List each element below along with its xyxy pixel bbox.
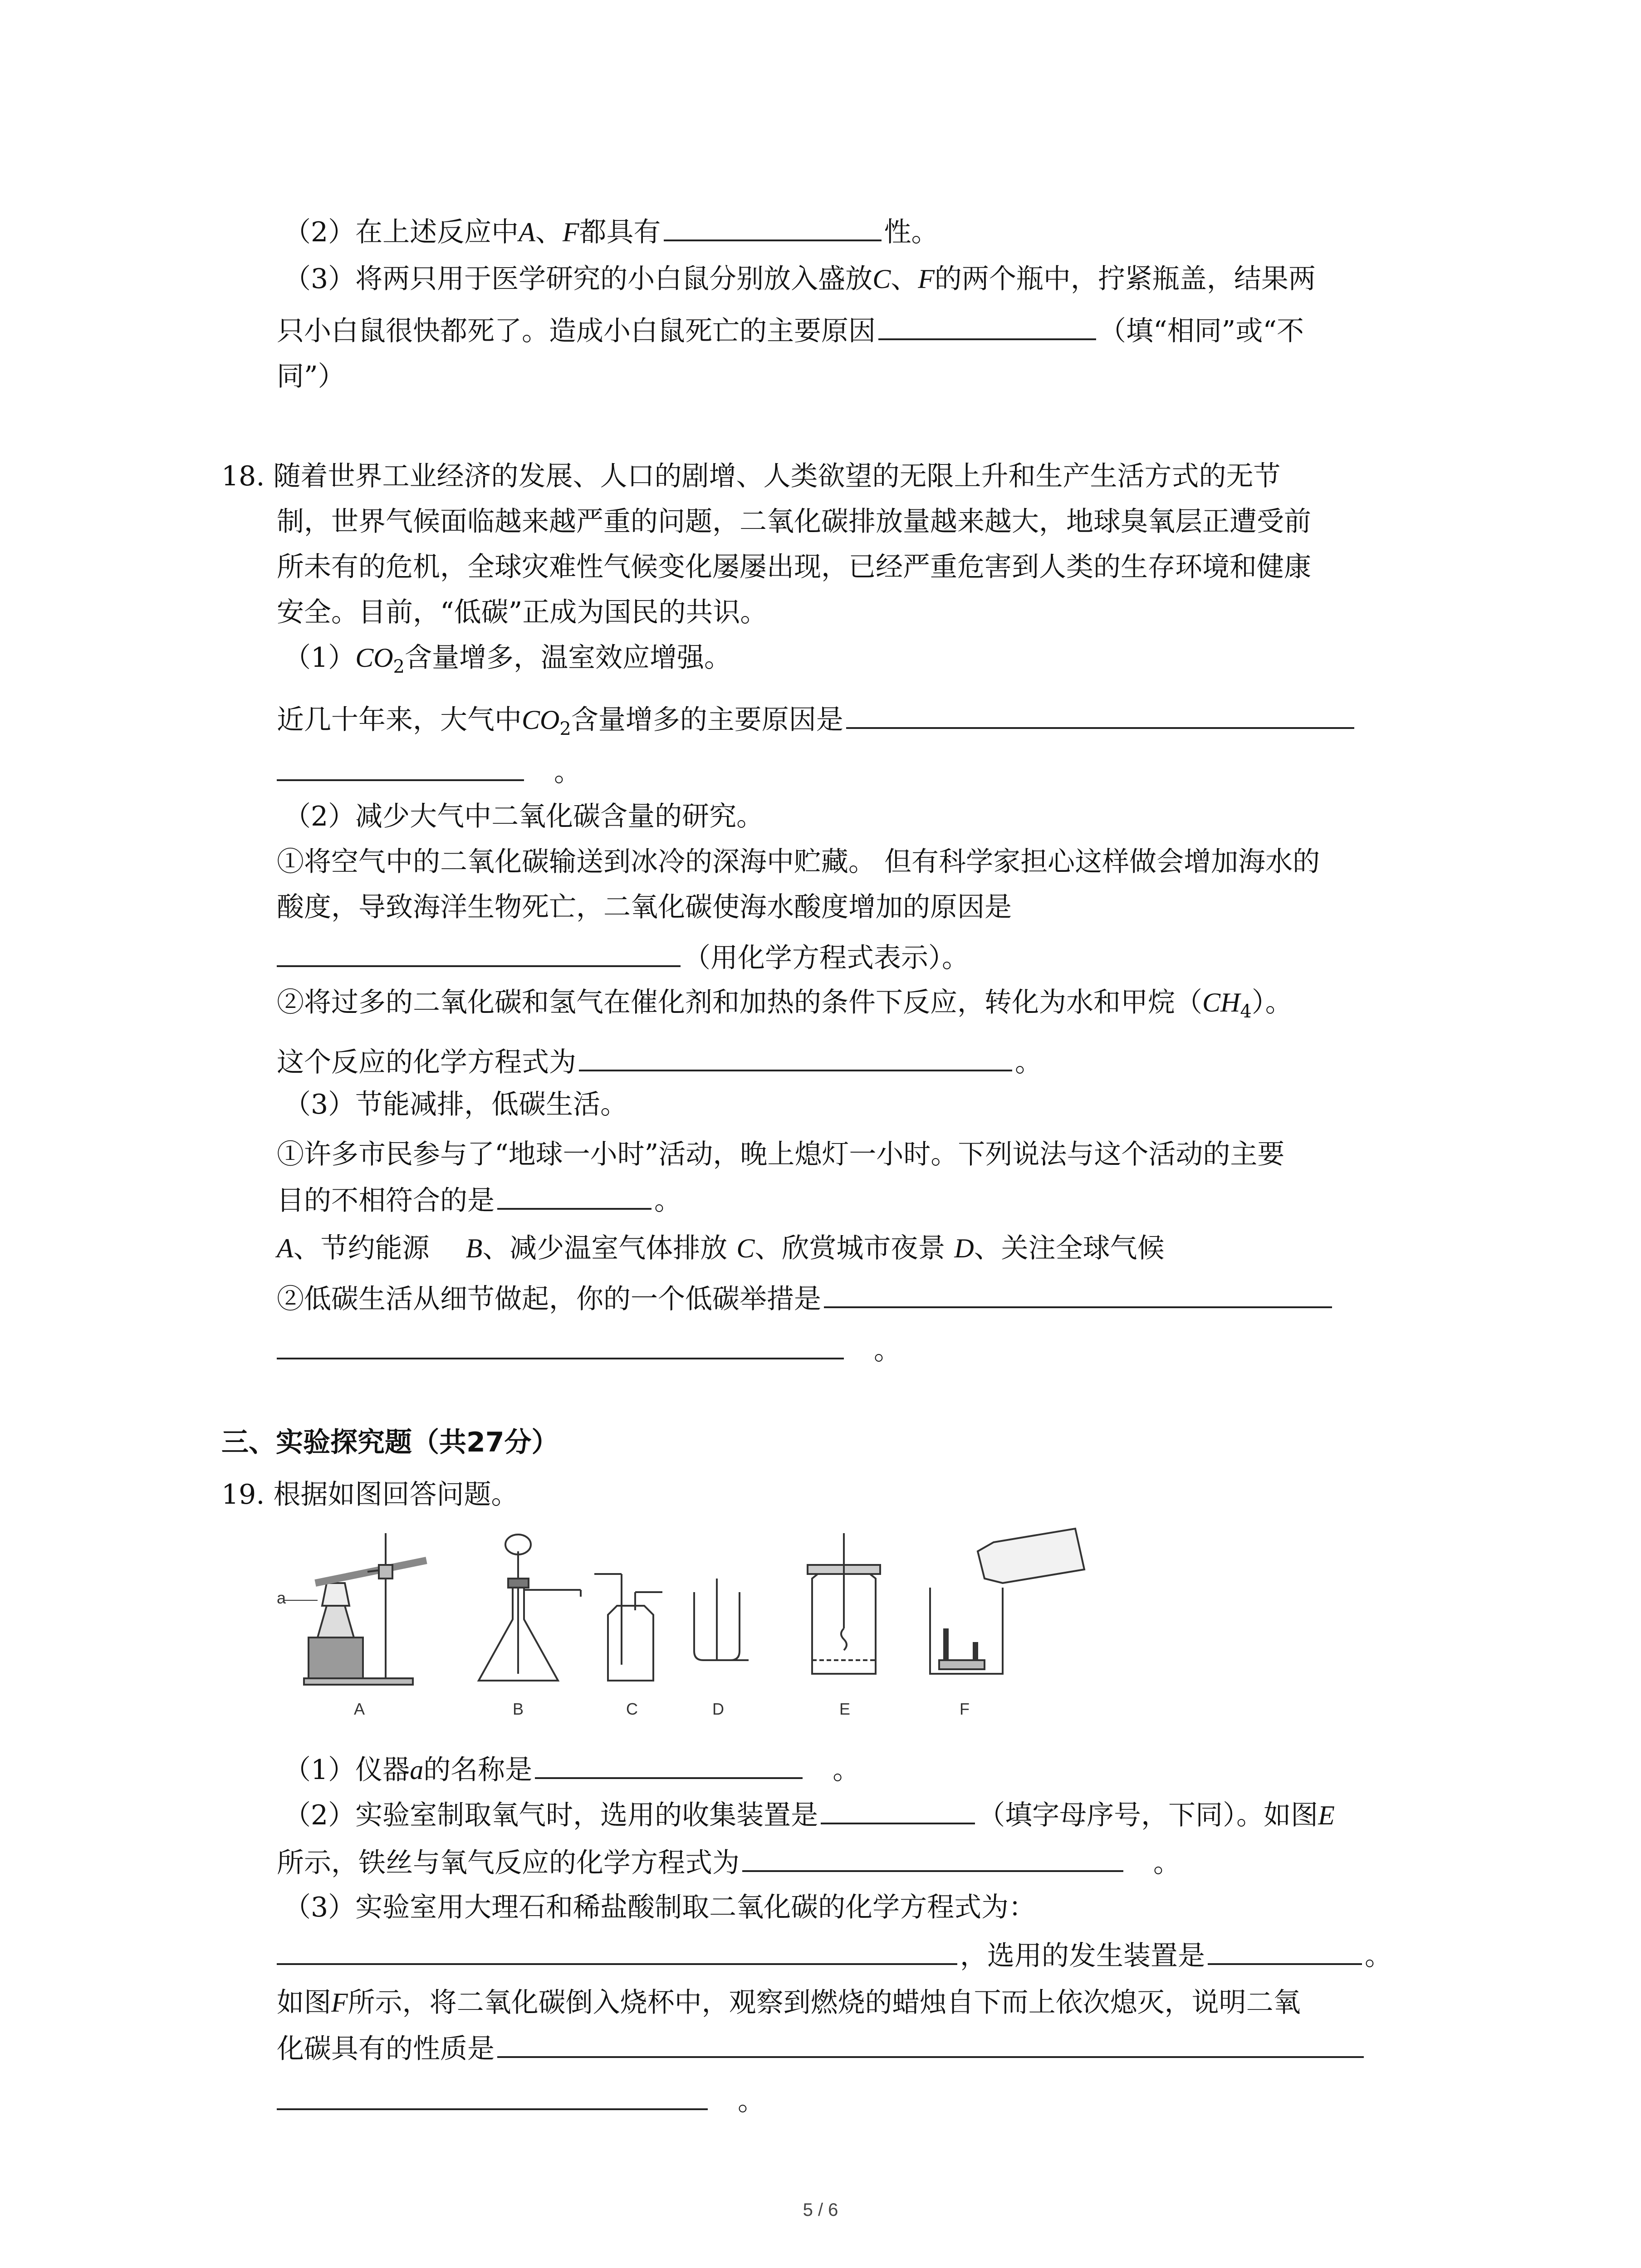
q19-part3-line4 [277, 2030, 1367, 2067]
q17-part3-line3 [277, 358, 345, 395]
text: （2）在上述反应中 [284, 216, 519, 248]
var-F: F [918, 264, 935, 294]
q18-intro-line1 [221, 458, 1281, 494]
q18-part3-ii-line1 [277, 1280, 1335, 1317]
text: （用化学方程式表示）。 [683, 942, 969, 974]
answer-blank[interactable] [277, 2082, 708, 2110]
answer-blank[interactable] [1208, 1937, 1362, 1965]
text: 这个反应的化学方程式为 [277, 1046, 576, 1078]
text: 目的不相符合的是 [277, 1185, 495, 1217]
q18-part3-title [284, 1086, 627, 1123]
text: （2）减少大气中二氧化碳含量的研究。 [284, 801, 764, 832]
text: ）。 [1251, 987, 1293, 1018]
q19-intro [221, 1476, 519, 1513]
text: （1）仪器 [284, 1754, 410, 1786]
q18-part2-ii-line2 [277, 1043, 1042, 1080]
apparatus-D-collection [694, 1579, 749, 1660]
apparatus-F-candles-beaker [930, 1529, 1084, 1674]
q18-part2-ii-line1 [277, 984, 1293, 1030]
q18-part2-i-line3 [277, 939, 969, 976]
answer-blank[interactable] [878, 312, 1096, 340]
var-A: A [519, 217, 535, 247]
text: ①将空气中的二氧化碳输送到冰冷的深海中贮藏。 但有科学家担心这样做会增加海水的 [277, 846, 1320, 878]
var-E: E [1318, 1800, 1335, 1830]
text: 的名称是 [423, 1754, 533, 1786]
option-A-letter: A [277, 1233, 294, 1263]
text: （1） [284, 642, 356, 674]
text: 所未有的危机，全球灾难性气候变化屡屡出现，已经严重危害到人类的生存环境和健康 [277, 551, 1311, 583]
answer-blank[interactable] [664, 213, 882, 241]
subscript: 4 [1240, 1001, 1252, 1022]
section-title: 三、实验探究题（共27分） [221, 1427, 559, 1458]
q18-part1-cont [277, 753, 581, 790]
text: 、 [891, 263, 918, 295]
label-E: E [839, 1700, 851, 1718]
lab-apparatus-figure [277, 1524, 1093, 1733]
var-C: C [872, 264, 891, 294]
formula-ch4: CH [1202, 987, 1240, 1017]
answer-blank[interactable] [497, 1182, 652, 1210]
text: 含量增多，温室效应增强。 [405, 642, 731, 674]
text: （填字母序号，下同）。如图 [978, 1799, 1318, 1831]
text: 。 [654, 1185, 681, 1217]
text: （填“相同”或“不 [1099, 315, 1304, 347]
text: 酸度，导致海洋生物死亡，二氧化碳使海水酸度增加的原因是 [277, 891, 1012, 923]
answer-blank[interactable] [277, 939, 681, 967]
answer-blank[interactable] [277, 1331, 844, 1359]
text: 只小白鼠很快都死了。造成小白鼠死亡的主要原因 [277, 315, 876, 347]
var-F: F [331, 1988, 348, 2018]
text: （3）节能减排，低碳生活。 [284, 1089, 628, 1120]
formula-co2: CO [355, 643, 393, 673]
answer-blank[interactable] [821, 1796, 975, 1824]
answer-blank[interactable] [579, 1043, 1012, 1071]
text: 制，世界气候面临越来越严重的问题，二氧化碳排放量越来越大，地球臭氧层正遭受前 [277, 506, 1311, 538]
var-F: F [562, 217, 579, 247]
label-A: A [354, 1700, 365, 1718]
text: （3）将两只用于医学研究的小白鼠分别放入盛放 [284, 263, 873, 295]
text: （2）实验室制取氧气时，选用的收集装置是 [284, 1799, 818, 1831]
subscript: 2 [393, 656, 405, 677]
text: ②将过多的二氧化碳和氢气在催化剂和加热的条件下反应，转化为水和甲烷（ [277, 987, 1202, 1018]
text: 含量增多的主要原因是 [571, 704, 843, 736]
q18-part1-question [277, 701, 1357, 747]
label-C: C [626, 1700, 638, 1718]
q18-intro-line3 [277, 549, 1311, 585]
text: 。 [738, 2085, 765, 2117]
text: 如图 [277, 1987, 331, 2019]
section-heading [221, 1424, 559, 1461]
subscript: 2 [559, 719, 571, 739]
label-D: D [712, 1700, 724, 1718]
q17-part2 [284, 213, 939, 250]
answer-blank[interactable] [497, 2030, 1364, 2058]
text: 18. 随着世界工业经济的发展、人口的剧增、人类欲望的无限上升和生产生活方式的无节 [221, 460, 1281, 492]
q18-part2-i-line1 [277, 844, 1320, 880]
text: 化碳具有的性质是 [277, 2033, 495, 2065]
text: 都具有 [579, 216, 661, 248]
q18-intro-line4 [277, 594, 767, 631]
answer-blank[interactable] [824, 1280, 1332, 1308]
option-C-text: 、欣赏城市夜景 [754, 1232, 945, 1264]
q18-options [277, 1230, 1165, 1266]
answer-blank[interactable] [535, 1751, 803, 1779]
option-B-letter: B [465, 1233, 483, 1263]
text: 同”） [277, 361, 345, 392]
text: ②低碳生活从细节做起，你的一个低碳举措是 [277, 1283, 821, 1315]
q17-part3-line2 [277, 312, 1304, 349]
text: 性。 [884, 216, 939, 248]
q19-part2-line1 [284, 1796, 1335, 1833]
text: 所示，铁丝与氧气反应的化学方程式为 [277, 1847, 740, 1879]
formula-co2: CO [522, 705, 560, 735]
text: 。 [1365, 1940, 1392, 1972]
option-D-letter: D [954, 1233, 974, 1263]
text: （3）实验室用大理石和稀盐酸制取二氧化碳的化学方程式为： [284, 1892, 1036, 1923]
label-B: B [513, 1700, 524, 1718]
text: 。 [833, 1754, 860, 1786]
text: ①许多市民参与了“地球一小时”活动，晚上熄灯一小时。下列说法与这个活动的主要 [277, 1139, 1285, 1170]
text: 。 [1153, 1847, 1181, 1879]
q19-part1 [284, 1751, 860, 1788]
q19-part2-line2 [277, 1844, 1181, 1881]
q18-part3-i-line1 [277, 1136, 1284, 1173]
text: 、 [535, 216, 563, 248]
text: 。 [554, 756, 581, 788]
text: 近几十年来，大气中 [277, 704, 522, 736]
answer-blank[interactable] [277, 753, 524, 781]
q18-part2-title [284, 798, 764, 835]
option-C-letter: C [736, 1233, 755, 1263]
option-B-text: 、减少温室气体排放 [482, 1232, 728, 1264]
apparatus-B-flask-funnel [479, 1535, 581, 1681]
text: 所示，将二氧化碳倒入烧杯中，观察到燃烧的蜡烛自下而上依次熄灭，说明二氧 [348, 1987, 1301, 2019]
text: 的两个瓶中，拧紧瓶盖，结果两 [934, 263, 1316, 295]
apparatus-A-heating-setup [284, 1533, 426, 1685]
text: 。 [874, 1334, 901, 1366]
q18-part1-title [284, 640, 731, 685]
text: 。 [1015, 1046, 1042, 1078]
text: 19. 根据如图回答问题。 [221, 1479, 519, 1510]
q17-part3-line1 [284, 261, 1316, 297]
q18-intro-line2 [277, 503, 1311, 540]
q19-part3-line1 [284, 1889, 1036, 1926]
text: ，选用的发生装置是 [960, 1940, 1205, 1972]
q19-part3-line5 [277, 2082, 765, 2119]
q18-part3-ii-line2 [277, 1331, 901, 1369]
q19-part3-line2 [277, 1937, 1392, 1974]
q18-part3-i-line2 [277, 1182, 681, 1219]
text: 安全。目前，“低碳”正成为国民的共识。 [277, 596, 768, 628]
label-F: F [960, 1700, 970, 1718]
answer-blank[interactable] [846, 701, 1354, 729]
answer-blank[interactable] [277, 1937, 957, 1965]
option-D-text: 、关注全球气候 [974, 1232, 1165, 1264]
answer-blank[interactable] [742, 1844, 1123, 1872]
q18-part2-i-line2 [277, 889, 1012, 925]
option-A-text: 、节约能源 [293, 1232, 430, 1264]
apparatus-E-iron-combustion [808, 1533, 880, 1674]
page-number: 5 / 6 [803, 2200, 838, 2220]
apparatus-C-wash-bottle [594, 1574, 662, 1681]
label-a: a [277, 1589, 286, 1607]
var-a: a [410, 1755, 424, 1785]
q19-part3-line3 [277, 1984, 1301, 2021]
